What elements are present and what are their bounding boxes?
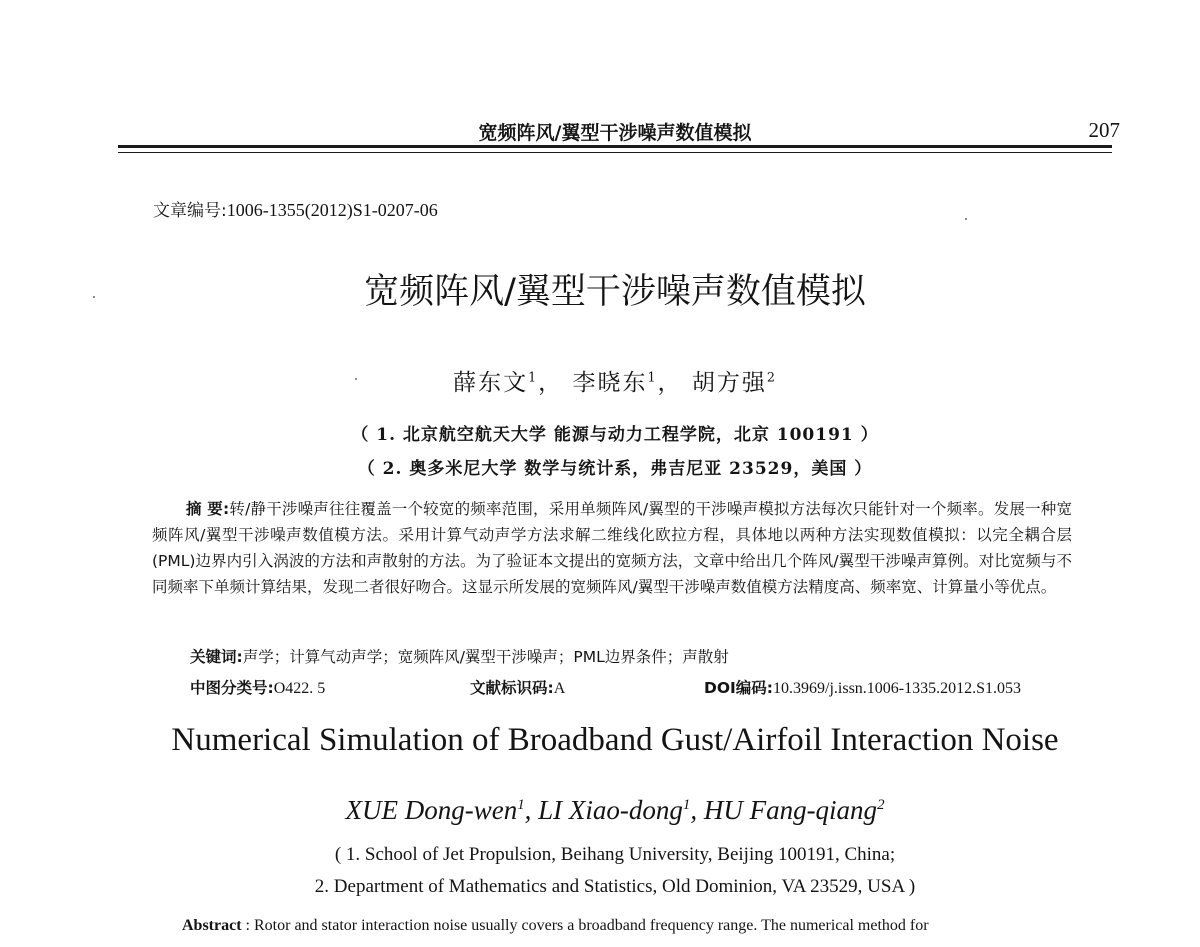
doi-label: DOI编码:: [704, 679, 774, 697]
affiliation-en-2: 2. Department of Mathematics and Statistics, Old Dominion, VA 23529, USA ): [314, 876, 916, 897]
clc-label: 中图分类号:: [190, 679, 274, 697]
author-affiliation-mark: 1: [682, 797, 691, 813]
running-title: 宽频阵风/翼型干涉噪声数值模拟: [478, 122, 752, 144]
header-rule-thin: [118, 152, 1112, 153]
scan-speck: [355, 378, 357, 380]
abstract-cn-text: 转/静干涉噪声往往覆盖一个较宽的频率范围，采用单频阵风/翼型的干涉噪声模拟方法每次只能针对一个频率。发展一种宽频阵风/翼型干涉噪声数值模方法。采用计算气动声学方法求解二维线化欧拉方程，具体地以两种方法实现数值模拟：以完全耦合层(PML)边界内引入涡波的方法和声散射的方法。为了验证本文提出的宽频方法，文章中给出几个阵风/翼型干涉噪声算例。对比宽频与不同频率下单频计算结果，发现二者很好吻合。这显示所发展的宽频阵风/翼型干涉噪声数值模方法精度高、频率宽、计算量小等优点。: [152, 500, 1072, 596]
abstract-en-label: Abstract: [182, 917, 242, 934]
article-number-value: 1006-1355(2012)S1-0207-06: [226, 200, 438, 220]
author-separator: ,: [690, 795, 704, 825]
document-code-value: A: [553, 680, 566, 697]
keywords-text: 声学；计算气动声学；宽频阵风/翼型干涉噪声；PML边界条件；声散射: [242, 648, 729, 666]
scan-speck: [965, 218, 967, 220]
author-affiliation-mark: 1: [647, 369, 658, 385]
keywords: [190, 645, 729, 667]
author-separator: ,: [524, 795, 539, 825]
abstract-english: [182, 917, 929, 935]
document-code: [470, 676, 565, 698]
clc-value: O422. 5: [273, 680, 326, 697]
authors-chinese: [0, 364, 1200, 397]
affiliation-cn-1: （ 1. 北京航空航天大学 能源与动力工程学院，北京 100191 ）: [351, 425, 879, 445]
article-number-label: 文章编号:: [153, 201, 227, 221]
clc-number: [190, 676, 325, 698]
affiliation-en-1: ( 1. School of Jet Propulsion, Beihang University, Beijing 100191, China;: [334, 844, 896, 865]
title-english: Numerical Simulation of Broadband Gust/Airfoil Interaction Noise: [171, 722, 1059, 758]
author-cn: 胡方强: [691, 370, 767, 396]
header-rule-thick: [118, 145, 1112, 148]
author-affiliation-mark: 2: [877, 797, 885, 813]
author-cn: 李晓东: [572, 370, 648, 396]
author-separator: ，: [538, 370, 564, 396]
author-affiliation-mark: 1: [517, 797, 525, 813]
doi-value: 10.3969/j.issn.1006-1335.2012.S1.053: [773, 680, 1022, 697]
author-separator: ，: [657, 370, 683, 396]
document-code-label: 文献标识码:: [470, 679, 554, 697]
author-en: HU Fang-qiang: [703, 795, 878, 825]
affiliation-cn-2: （ 2. 奥多米尼大学 数学与统计系，弗吉尼亚 23529，美国 ）: [357, 459, 873, 479]
abstract-en-text: : Rotor and stator interaction noise usually covers a broadband frequency range. The numerical method for: [245, 917, 929, 934]
title-chinese: 宽频阵风/翼型干涉噪声数值模拟: [364, 272, 866, 312]
keywords-label: 关键词:: [190, 648, 243, 666]
authors-english: [0, 795, 1200, 826]
author-en: LI Xiao-dong: [538, 795, 683, 825]
scan-speck: [93, 296, 95, 298]
author-en: XUE Dong-wen: [345, 795, 518, 825]
doi: [704, 676, 1021, 698]
article-number: [153, 196, 438, 221]
page-number: 207: [1088, 118, 1120, 142]
abstract-cn-label: 摘 要:: [186, 500, 230, 518]
author-affiliation-mark: 2: [766, 369, 777, 385]
author-affiliation-mark: 1: [528, 369, 539, 385]
author-cn: 薛东文: [453, 370, 529, 396]
abstract-chinese: [152, 496, 1072, 600]
